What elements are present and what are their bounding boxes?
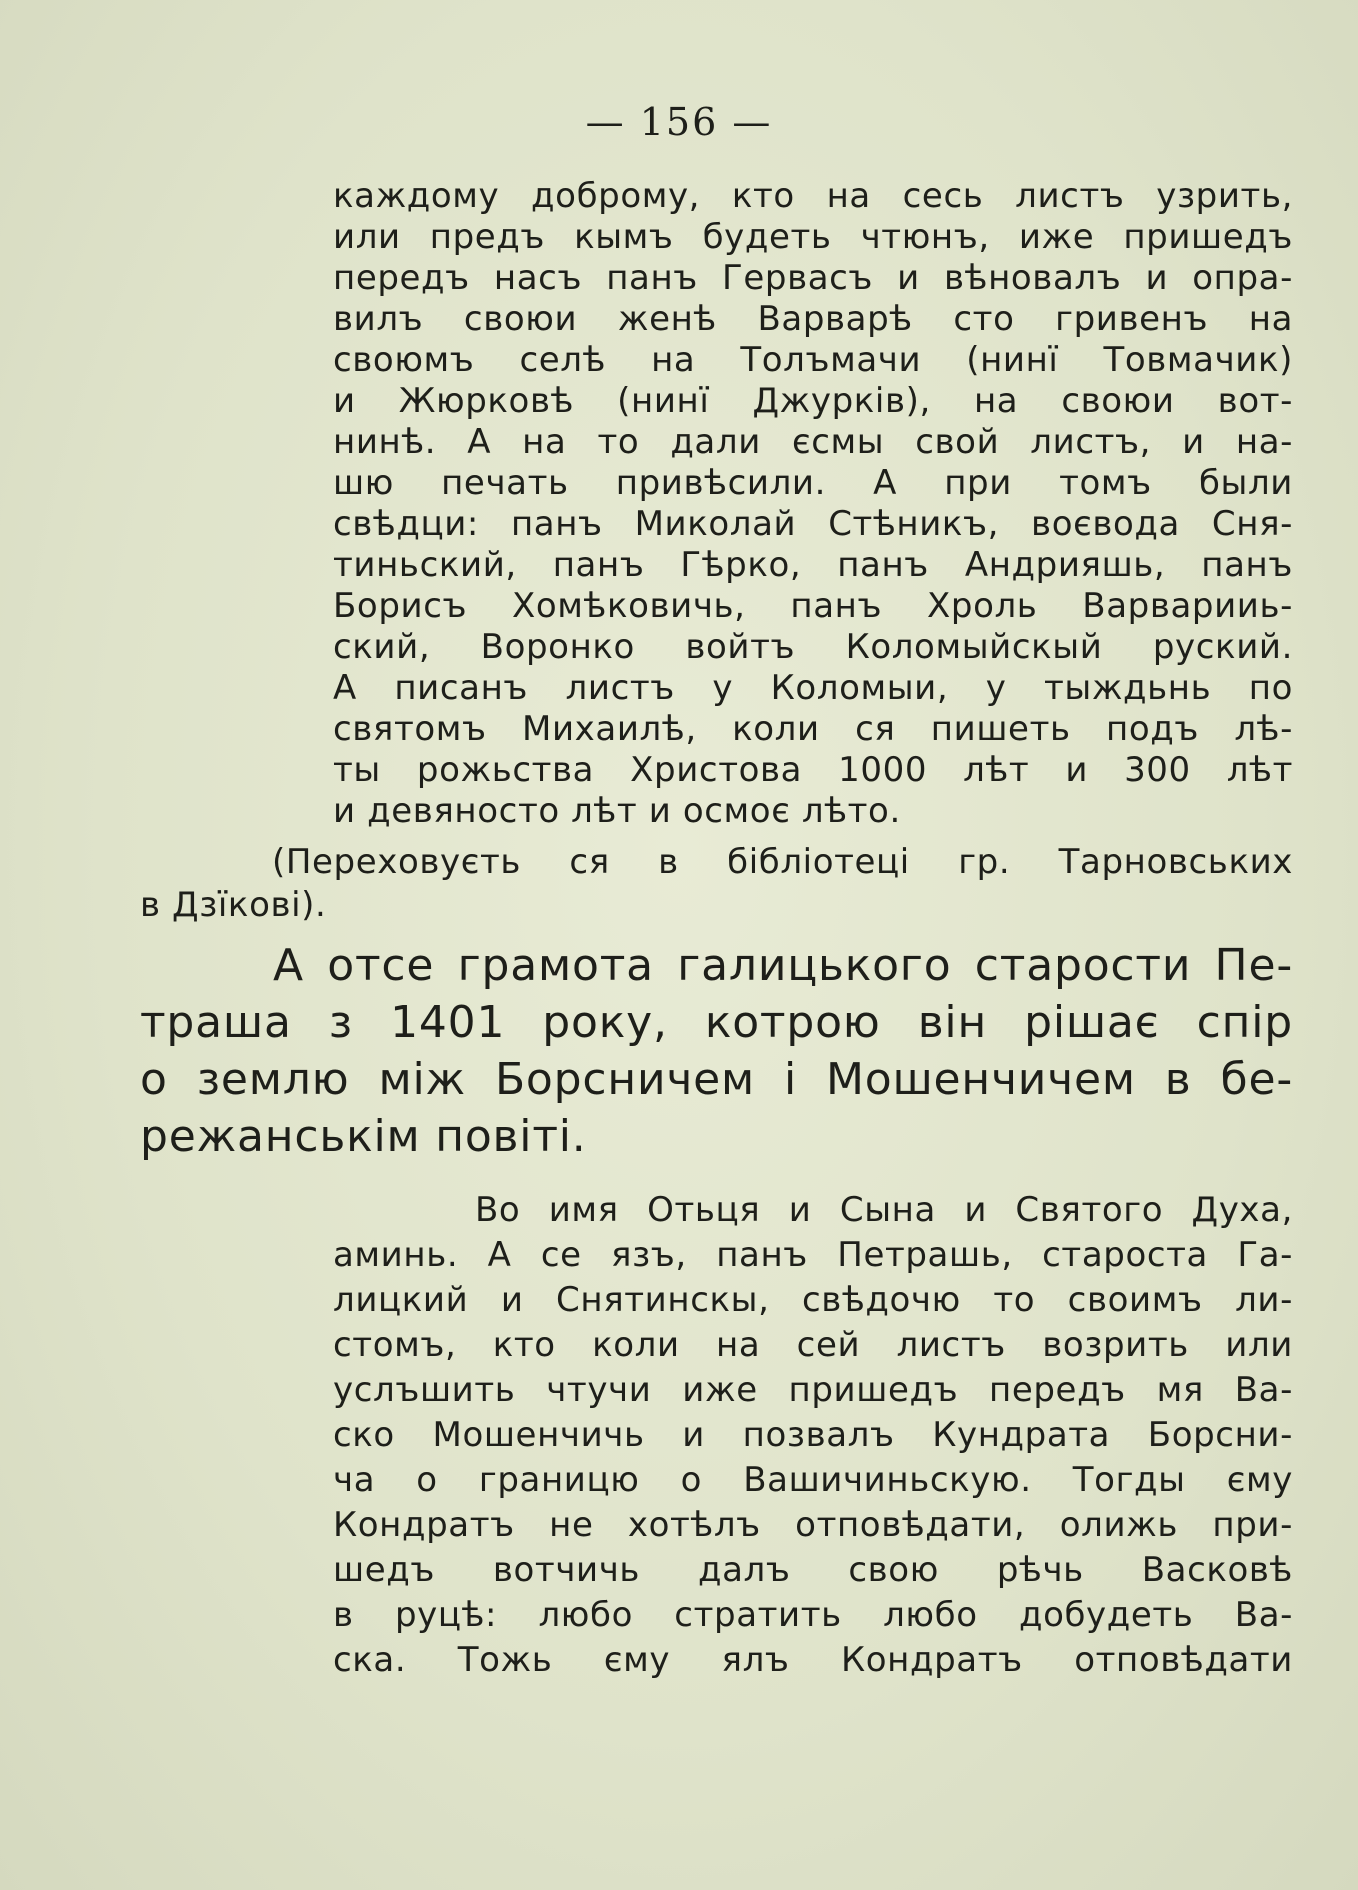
quote-line: стомъ, кто коли на сей листъ возрить или xyxy=(333,1325,1293,1365)
quote-line: или предъ кымъ будеть чтюнъ, иже пришедъ xyxy=(333,217,1293,257)
quote-line: передъ насъ панъ Гервасъ и вѣновалъ и опра- xyxy=(333,258,1293,298)
quote-line: ско Мошенчичь и позвалъ Кундрата Борсни- xyxy=(333,1415,1293,1455)
quote-line: святомъ Михаилѣ, коли ся пишеть подъ лѣ- xyxy=(333,709,1293,749)
quote-line: Во имя Отьця и Сына и Святого Духа, xyxy=(475,1190,1293,1230)
quote-line: ский, Воронко войтъ Коломыйскый руский. xyxy=(333,627,1293,667)
quote-line: своюмъ селѣ на Толъмачи (нинї Товмачик) xyxy=(333,340,1293,380)
quote-line: каждому доброму, кто на сесь листъ узрить, xyxy=(333,176,1293,216)
para-line: режанськім повіті. xyxy=(140,1111,587,1162)
para-line: траша з 1401 року, котрою він рішає спір xyxy=(140,997,1293,1048)
quote-line: аминь. А се язъ, панъ Петрашь, староста Га- xyxy=(333,1235,1293,1275)
quote-line: ты рожьства Христова 1000 лѣт и 300 лѣт xyxy=(333,750,1293,790)
page-number: — 156 — xyxy=(585,100,773,144)
para-line: А отсе грамота галицького старости Пе- xyxy=(273,940,1293,991)
para-line: о землю між Борсничем і Мошенчичем в бе- xyxy=(140,1054,1293,1105)
quote-line: Кондратъ не хотѣлъ отповѣдати, олижь при- xyxy=(333,1505,1293,1545)
quote-line: лицкий и Снятинскы, свѣдочю то своимъ ли- xyxy=(333,1280,1293,1320)
note-line: (Переховуєть ся в бібліотеці гр. Тарновських xyxy=(272,842,1293,882)
quote-line: ска. Тожь єму ялъ Кондратъ отповѣдати xyxy=(333,1640,1293,1680)
quote-line: свѣдци: панъ Миколай Стѣникъ, воєвода Сня- xyxy=(333,504,1293,544)
quote-line: вилъ своюи женѣ Варварѣ сто гривенъ на xyxy=(333,299,1293,339)
quote-line: ча о границю о Вашичиньскую. Тогды єму xyxy=(333,1460,1293,1500)
quote-line: Борисъ Хомѣковичь, панъ Хроль Варварииь- xyxy=(333,586,1293,626)
quote-line: шю печать привѣсили. А при томъ были xyxy=(333,463,1293,503)
quote-line: в руцѣ: любо стратить любо добудеть Ва- xyxy=(333,1595,1293,1635)
note-line: в Дзїкові). xyxy=(140,885,327,925)
quote-line: и девяносто лѣт и осмоє лѣто. xyxy=(333,791,901,831)
quote-line: тиньский, панъ Гѣрко, панъ Андрияшь, панъ xyxy=(333,545,1293,585)
quote-line: шедъ вотчичь далъ свою рѣчь Васковѣ xyxy=(333,1550,1293,1590)
quote-line: услъшить чтучи иже пришедъ передъ мя Ва- xyxy=(333,1370,1293,1410)
quote-line: и Жюрковѣ (нинї Джурків), на своюи вот- xyxy=(333,381,1293,421)
quote-line: нинѣ. А на то дали єсмы свой листъ, и на- xyxy=(333,422,1293,462)
quote-line: А писанъ листъ у Коломыи, у тыждьнь по xyxy=(333,668,1293,708)
